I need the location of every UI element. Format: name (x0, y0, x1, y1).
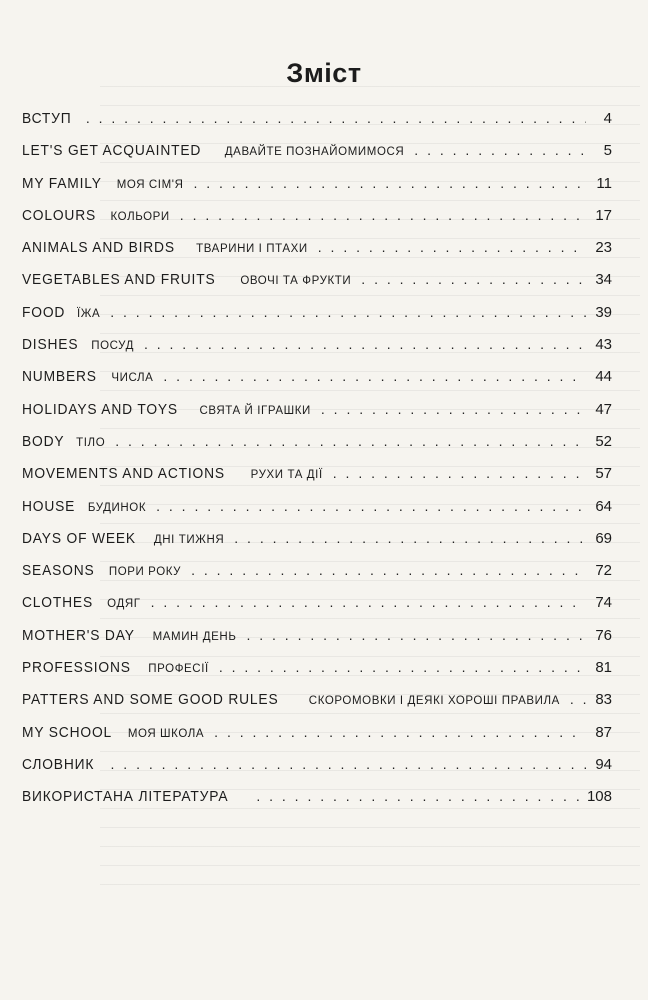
toc-entry-page-number: 94 (595, 755, 612, 773)
table-of-contents (22, 110, 612, 821)
toc-entry-ukrainian-title: ЇЖА (76, 307, 101, 320)
toc-entry[interactable] (22, 498, 612, 530)
toc-entry-page-number: 69 (595, 529, 612, 547)
dot-leader (214, 724, 586, 740)
dot-leader (163, 368, 586, 384)
toc-entry[interactable] (22, 788, 612, 820)
toc-entry-english-title: PATTERS AND SOME GOOD RULES (22, 691, 279, 709)
dot-leader (333, 465, 586, 481)
toc-entry-ukrainian-title: РУХИ ТА ДІЇ (250, 469, 323, 482)
toc-entry[interactable] (22, 691, 612, 723)
toc-entry-page-number: 64 (595, 497, 612, 515)
toc-entry-ukrainian-title: СВЯТА Й ІГРАШКИ (199, 404, 311, 417)
toc-entry[interactable] (22, 465, 612, 497)
dot-leader (570, 691, 586, 707)
toc-entry-ukrainian-title: СКОРОМОВКИ І ДЕЯКІ ХОРОШІ ПРАВИЛА (308, 695, 560, 708)
toc-entry-page-number: 87 (595, 723, 612, 741)
toc-entry[interactable] (22, 336, 612, 368)
toc-entry-english-title: COLOURS (22, 206, 97, 224)
toc-entry[interactable] (22, 627, 612, 659)
toc-entry-english-title: ВСТУП (22, 110, 72, 127)
toc-entry-ukrainian-title: ПОСУД (91, 340, 134, 353)
toc-entry-english-title: DISHES (22, 336, 79, 354)
dot-leader (115, 433, 586, 449)
toc-entry-english-title: SEASONS (22, 562, 95, 580)
toc-entry-ukrainian-title: МОЯ ШКОЛА (127, 727, 205, 740)
toc-entry-english-title: ВИКОРИСТАНА ЛІТЕРАТУРА (22, 788, 229, 806)
dot-leader (156, 498, 586, 514)
toc-entry-english-title: MY SCHOOL (22, 723, 113, 741)
toc-entry-english-title: LET'S GET ACQUAINTED (22, 142, 202, 160)
toc-entry-ukrainian-title: БУДИНОК (87, 501, 147, 514)
toc-entry-english-title: MY FAMILY (22, 174, 102, 192)
toc-entry-page-number: 74 (595, 594, 612, 612)
toc-entry-ukrainian-title: ОДЯГ (107, 598, 141, 611)
toc-entry-page-number: 108 (586, 788, 612, 806)
toc-entry-ukrainian-title: ДАВАЙТЕ ПОЗНАЙОМИМОСЯ (224, 146, 405, 159)
toc-entry[interactable] (22, 175, 612, 207)
toc-entry-ukrainian-title: ОВОЧІ ТА ФРУКТИ (240, 275, 352, 288)
dot-leader (86, 110, 586, 126)
toc-entry-page-number: 5 (603, 142, 612, 160)
toc-entry[interactable] (22, 368, 612, 400)
toc-entry-english-title: HOUSE (22, 497, 76, 515)
toc-entry-page-number: 57 (595, 465, 612, 483)
toc-entry-english-title: ANIMALS AND BIRDS (22, 239, 175, 257)
toc-entry[interactable] (22, 304, 612, 336)
toc-entry-english-title: PROFESSIONS (22, 659, 131, 677)
toc-entry-ukrainian-title: ЧИСЛА (111, 372, 154, 385)
toc-entry-english-title: VEGETABLES AND FRUITS (22, 271, 216, 289)
toc-entry-english-title: NUMBERS (22, 368, 97, 386)
toc-entry[interactable] (22, 530, 612, 562)
toc-entry-page-number: 11 (596, 174, 612, 192)
toc-entry-english-title: FOOD (22, 303, 66, 321)
toc-entry[interactable] (22, 756, 612, 788)
toc-entry-page-number: 52 (595, 432, 612, 450)
toc-entry-english-title: MOVEMENTS AND ACTIONS (22, 465, 225, 483)
dot-leader (256, 788, 581, 804)
toc-entry-page-number: 43 (595, 336, 612, 354)
toc-entry-ukrainian-title: ПОРИ РОКУ (108, 566, 182, 579)
dot-leader (111, 756, 586, 772)
toc-entry-ukrainian-title: ТІЛО (76, 436, 106, 449)
dot-leader (191, 562, 586, 578)
dot-leader (414, 142, 586, 158)
dot-leader (234, 530, 586, 546)
toc-entry-page-number: 39 (595, 303, 612, 321)
toc-entry-english-title: BODY (22, 432, 65, 450)
toc-entry-english-title: DAYS OF WEEK (22, 529, 136, 547)
toc-entry[interactable] (22, 239, 612, 271)
toc-entry[interactable] (22, 659, 612, 691)
toc-entry-ukrainian-title: МАМИН ДЕНЬ (152, 630, 237, 643)
dot-leader (361, 271, 586, 287)
dot-leader (110, 304, 586, 320)
toc-entry[interactable] (22, 271, 612, 303)
toc-entry-page-number: 76 (595, 626, 612, 644)
toc-entry[interactable] (22, 110, 612, 142)
dot-leader (321, 401, 586, 417)
toc-entry-page-number: 44 (595, 368, 612, 386)
toc-entry[interactable] (22, 562, 612, 594)
toc-entry-page-number: 23 (595, 239, 612, 257)
toc-entry-ukrainian-title: ДНІ ТИЖНЯ (153, 533, 225, 546)
dot-leader (144, 336, 586, 352)
toc-entry[interactable] (22, 142, 612, 174)
toc-entry-page-number: 47 (595, 400, 612, 418)
toc-entry-ukrainian-title: ТВАРИНИ І ПТАХИ (196, 243, 308, 256)
toc-entry-english-title: СЛОВНИК (22, 755, 95, 773)
toc-entry[interactable] (22, 724, 612, 756)
dot-leader (318, 239, 586, 255)
toc-entry-english-title: HOLIDAYS AND TOYS (22, 400, 178, 418)
toc-entry-page-number: 4 (603, 110, 612, 127)
dot-leader (246, 627, 586, 643)
toc-entry[interactable] (22, 433, 612, 465)
toc-entry-ukrainian-title: ПРОФЕСІЇ (148, 663, 209, 676)
dot-leader (194, 175, 587, 191)
toc-entry-ukrainian-title: МОЯ СІМ'Я (116, 178, 184, 191)
toc-entry-page-number: 83 (595, 691, 612, 709)
toc-entry-page-number: 34 (595, 271, 612, 289)
toc-entry-page-number: 81 (595, 659, 612, 677)
toc-entry[interactable] (22, 401, 612, 433)
toc-entry[interactable] (22, 594, 612, 626)
toc-entry[interactable] (22, 207, 612, 239)
dot-leader (180, 207, 586, 223)
dot-leader (151, 594, 586, 610)
toc-entry-english-title: MOTHER'S DAY (22, 626, 135, 644)
page-title: Зміст (286, 58, 362, 88)
dot-leader (219, 659, 586, 675)
toc-entry-ukrainian-title: КОЛЬОРИ (110, 210, 170, 223)
toc-entry-page-number: 72 (595, 562, 612, 580)
toc-entry-page-number: 17 (595, 206, 612, 224)
toc-entry-english-title: CLOTHES (22, 594, 93, 612)
